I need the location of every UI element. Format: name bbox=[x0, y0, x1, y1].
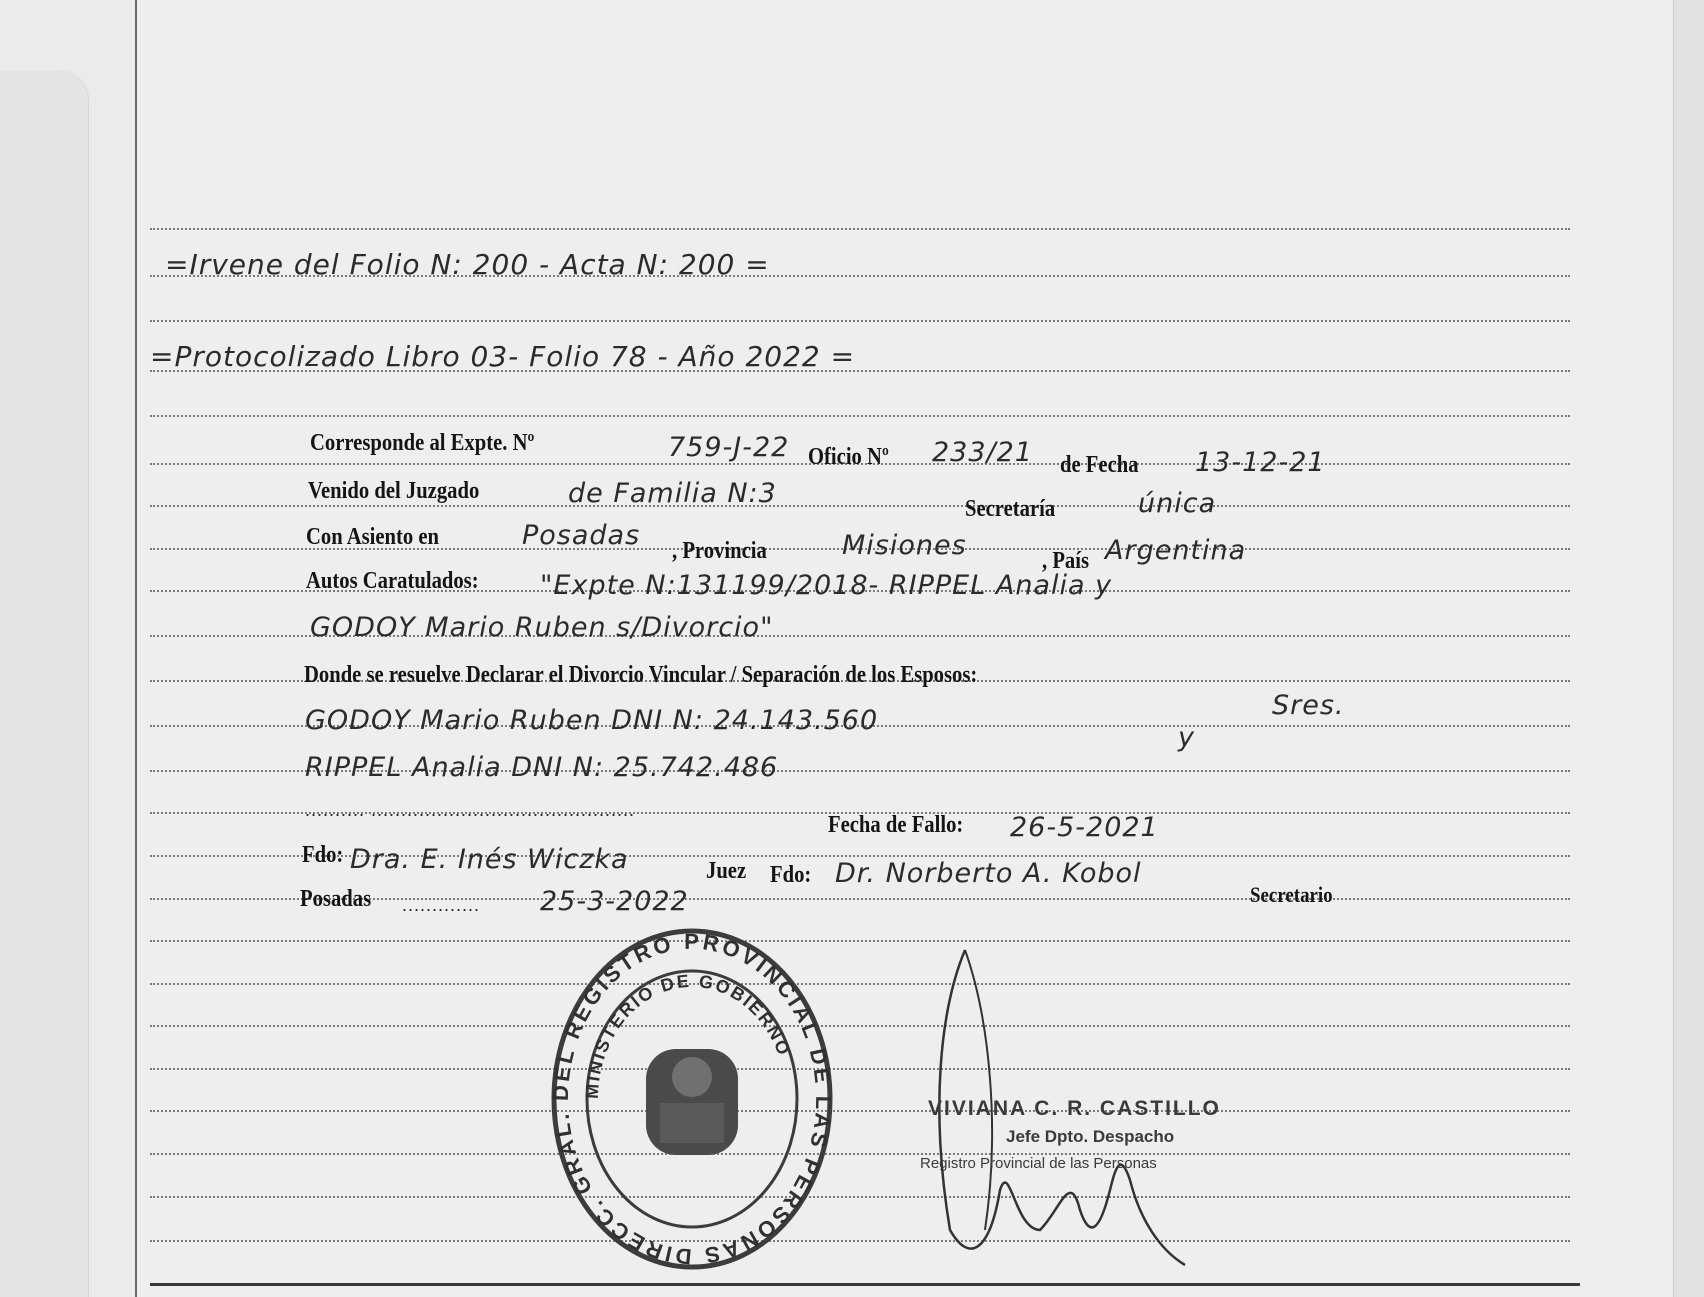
svg-text:MINISTERIO DE GOBIERNO: MINISTERIO DE GOBIERNO bbox=[581, 970, 795, 1100]
left-margin bbox=[0, 0, 135, 1297]
dotted-leader: .......... ............................................ bbox=[305, 800, 636, 820]
value-autos-2: GODOY Mario Ruben s/Divorcio" bbox=[310, 612, 774, 643]
annotation-folio-acta: =Irvene del Folio N: 200 - Acta N: 200 = bbox=[165, 248, 770, 281]
ruled-line bbox=[150, 1240, 1570, 1242]
value-expte: 759-J-22 bbox=[668, 432, 790, 463]
label-fdo-secretario: Fdo: bbox=[770, 862, 812, 888]
label-venido-juzgado: Venido del Juzgado bbox=[308, 478, 480, 504]
ruled-line bbox=[150, 1153, 1570, 1155]
official-seal bbox=[548, 925, 836, 1273]
label-autos-caratulados: Autos Caratulados: bbox=[306, 568, 479, 594]
value-sres: Sres. bbox=[1272, 690, 1345, 721]
coat-of-arms-icon bbox=[646, 1049, 738, 1155]
label-pais: , País bbox=[1042, 548, 1090, 574]
dotted-leader: ............. bbox=[402, 895, 481, 915]
ruled-line bbox=[150, 505, 1570, 507]
ruled-line bbox=[150, 1025, 1570, 1027]
value-secretaria: única bbox=[1138, 488, 1217, 519]
ruled-line bbox=[150, 320, 1570, 322]
label-oficio: Oficio Nº bbox=[808, 444, 889, 470]
label-secretaria: Secretaría bbox=[965, 496, 1056, 522]
ruled-line bbox=[150, 1196, 1570, 1198]
value-esposo-1: GODOY Mario Ruben DNI N: 24.143.560 bbox=[305, 705, 879, 736]
value-pais: Argentina bbox=[1105, 535, 1247, 566]
ruled-line bbox=[150, 1068, 1570, 1070]
ruled-line bbox=[150, 1110, 1570, 1112]
bottom-rule bbox=[150, 1283, 1580, 1286]
signatory-office: Registro Provincial de las Personas bbox=[920, 1155, 1157, 1172]
signatory-name: VIVIANA C. R. CASTILLO bbox=[928, 1097, 1221, 1120]
ruled-line bbox=[150, 228, 1570, 230]
value-asiento: Posadas bbox=[522, 520, 641, 551]
value-esposo-2: RIPPEL Analia DNI N: 25.742.486 bbox=[305, 752, 779, 783]
label-corresponde-expte: Corresponde al Expte. Nº bbox=[310, 430, 535, 456]
label-provincia: , Provincia bbox=[672, 538, 767, 564]
value-oficio: 233/21 bbox=[932, 437, 1033, 468]
value-fecha-fallo: 26-5-2021 bbox=[1010, 812, 1159, 843]
value-fdo-secretario: Dr. Norberto A. Kobol bbox=[835, 858, 1142, 889]
label-secretario: Secretario bbox=[1250, 882, 1333, 907]
label-donde-resuelve: Donde se resuelve Declarar el Divorcio Vincular / Separación de los Esposos: bbox=[304, 662, 978, 688]
label-fdo-juez: Fdo: bbox=[302, 842, 344, 868]
ruled-line bbox=[150, 940, 1570, 942]
value-esposo-join: y bbox=[1178, 722, 1195, 753]
value-fdo-juez: Dra. E. Inés Wiczka bbox=[350, 844, 629, 875]
label-juez: Juez bbox=[706, 858, 747, 884]
label-posadas: Posadas bbox=[300, 886, 372, 912]
value-autos-1: "Expte N:131199/2018- RIPPEL Analia y bbox=[540, 570, 1113, 601]
page-right-edge bbox=[1673, 0, 1704, 1297]
page-fold bbox=[0, 70, 89, 1297]
value-fecha: 13-12-21 bbox=[1195, 447, 1326, 478]
signatory-role: Jefe Dpto. Despacho bbox=[1006, 1127, 1175, 1146]
annotation-protocolizado: =Protocolizado Libro 03- Folio 78 - Año 2022 = bbox=[150, 340, 856, 373]
value-juzgado: de Familia N:3 bbox=[568, 478, 777, 509]
label-fecha: de Fecha bbox=[1060, 452, 1139, 478]
label-fecha-fallo: Fecha de Fallo: bbox=[828, 812, 964, 838]
ruled-line bbox=[150, 415, 1570, 417]
ruled-line bbox=[150, 983, 1570, 985]
svg-text:DIRECC. GRAL. DEL REGISTRO PRO: DIRECC. GRAL. DEL REGISTRO PROVINCIAL DE LAS PERSONAS bbox=[548, 928, 836, 1270]
label-asiento: Con Asiento en bbox=[306, 524, 440, 550]
document-page bbox=[135, 0, 1677, 1297]
value-posadas-fecha: 25-3-2022 bbox=[540, 886, 689, 917]
value-provincia: Misiones bbox=[842, 530, 967, 561]
